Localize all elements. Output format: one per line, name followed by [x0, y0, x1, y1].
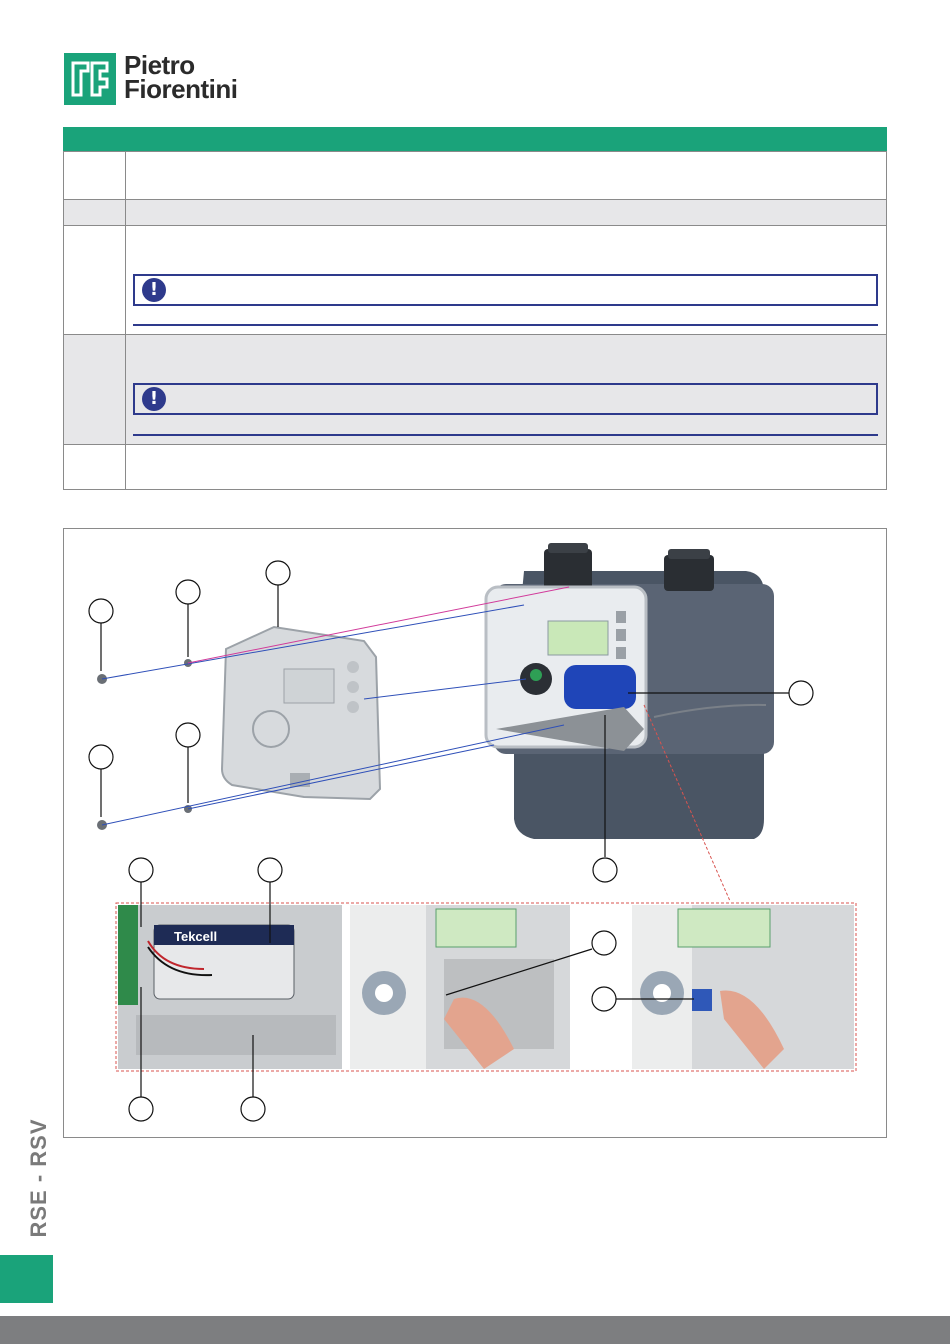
step-number-cell	[64, 445, 126, 489]
battery-brand-print: Tekcell	[174, 929, 218, 944]
step-body-cell	[126, 200, 886, 225]
sidebar-product-label	[24, 1110, 54, 1245]
step-row-2	[64, 199, 886, 225]
sidebar-green-block	[0, 1255, 53, 1303]
meter-cover	[222, 627, 380, 799]
step-body-cell	[126, 226, 886, 334]
step-number-cell	[64, 152, 126, 199]
company-logo	[64, 50, 264, 107]
step-number-cell	[64, 200, 126, 225]
logo-line-2: Fiorentini	[124, 74, 238, 104]
notice-rule	[133, 324, 878, 326]
exclamation-icon: !	[142, 278, 166, 302]
step-row-3	[64, 225, 886, 334]
step-body-cell	[126, 152, 886, 199]
notice-box	[133, 274, 878, 306]
exclamation-icon: !	[142, 387, 166, 411]
step-body-cell	[126, 335, 886, 444]
steps-table	[63, 151, 887, 490]
step-number-cell	[64, 335, 126, 444]
step-row-4	[64, 334, 886, 444]
notice-rule	[133, 434, 878, 436]
photo-battery	[118, 905, 342, 1069]
photo-sim-slot-open	[350, 905, 570, 1069]
logo-line-1: Pietro	[124, 50, 195, 80]
step-row-5	[64, 444, 886, 489]
footer-bar	[0, 1316, 950, 1344]
photo-sim-inserted	[632, 905, 854, 1069]
sidebar-label-text: RSE - RSV	[26, 1117, 51, 1238]
logo-mark-icon	[64, 53, 116, 105]
notice-box	[133, 383, 878, 415]
step-row-1	[64, 151, 886, 199]
gas-meter-body	[486, 543, 774, 839]
screws	[97, 659, 192, 830]
logo-wordmark	[124, 50, 238, 104]
exploded-view-figure	[63, 528, 887, 1138]
step-body-cell	[126, 445, 886, 489]
table-header-bar	[63, 127, 887, 151]
step-number-cell	[64, 226, 126, 334]
meter-illustration	[64, 529, 886, 1137]
